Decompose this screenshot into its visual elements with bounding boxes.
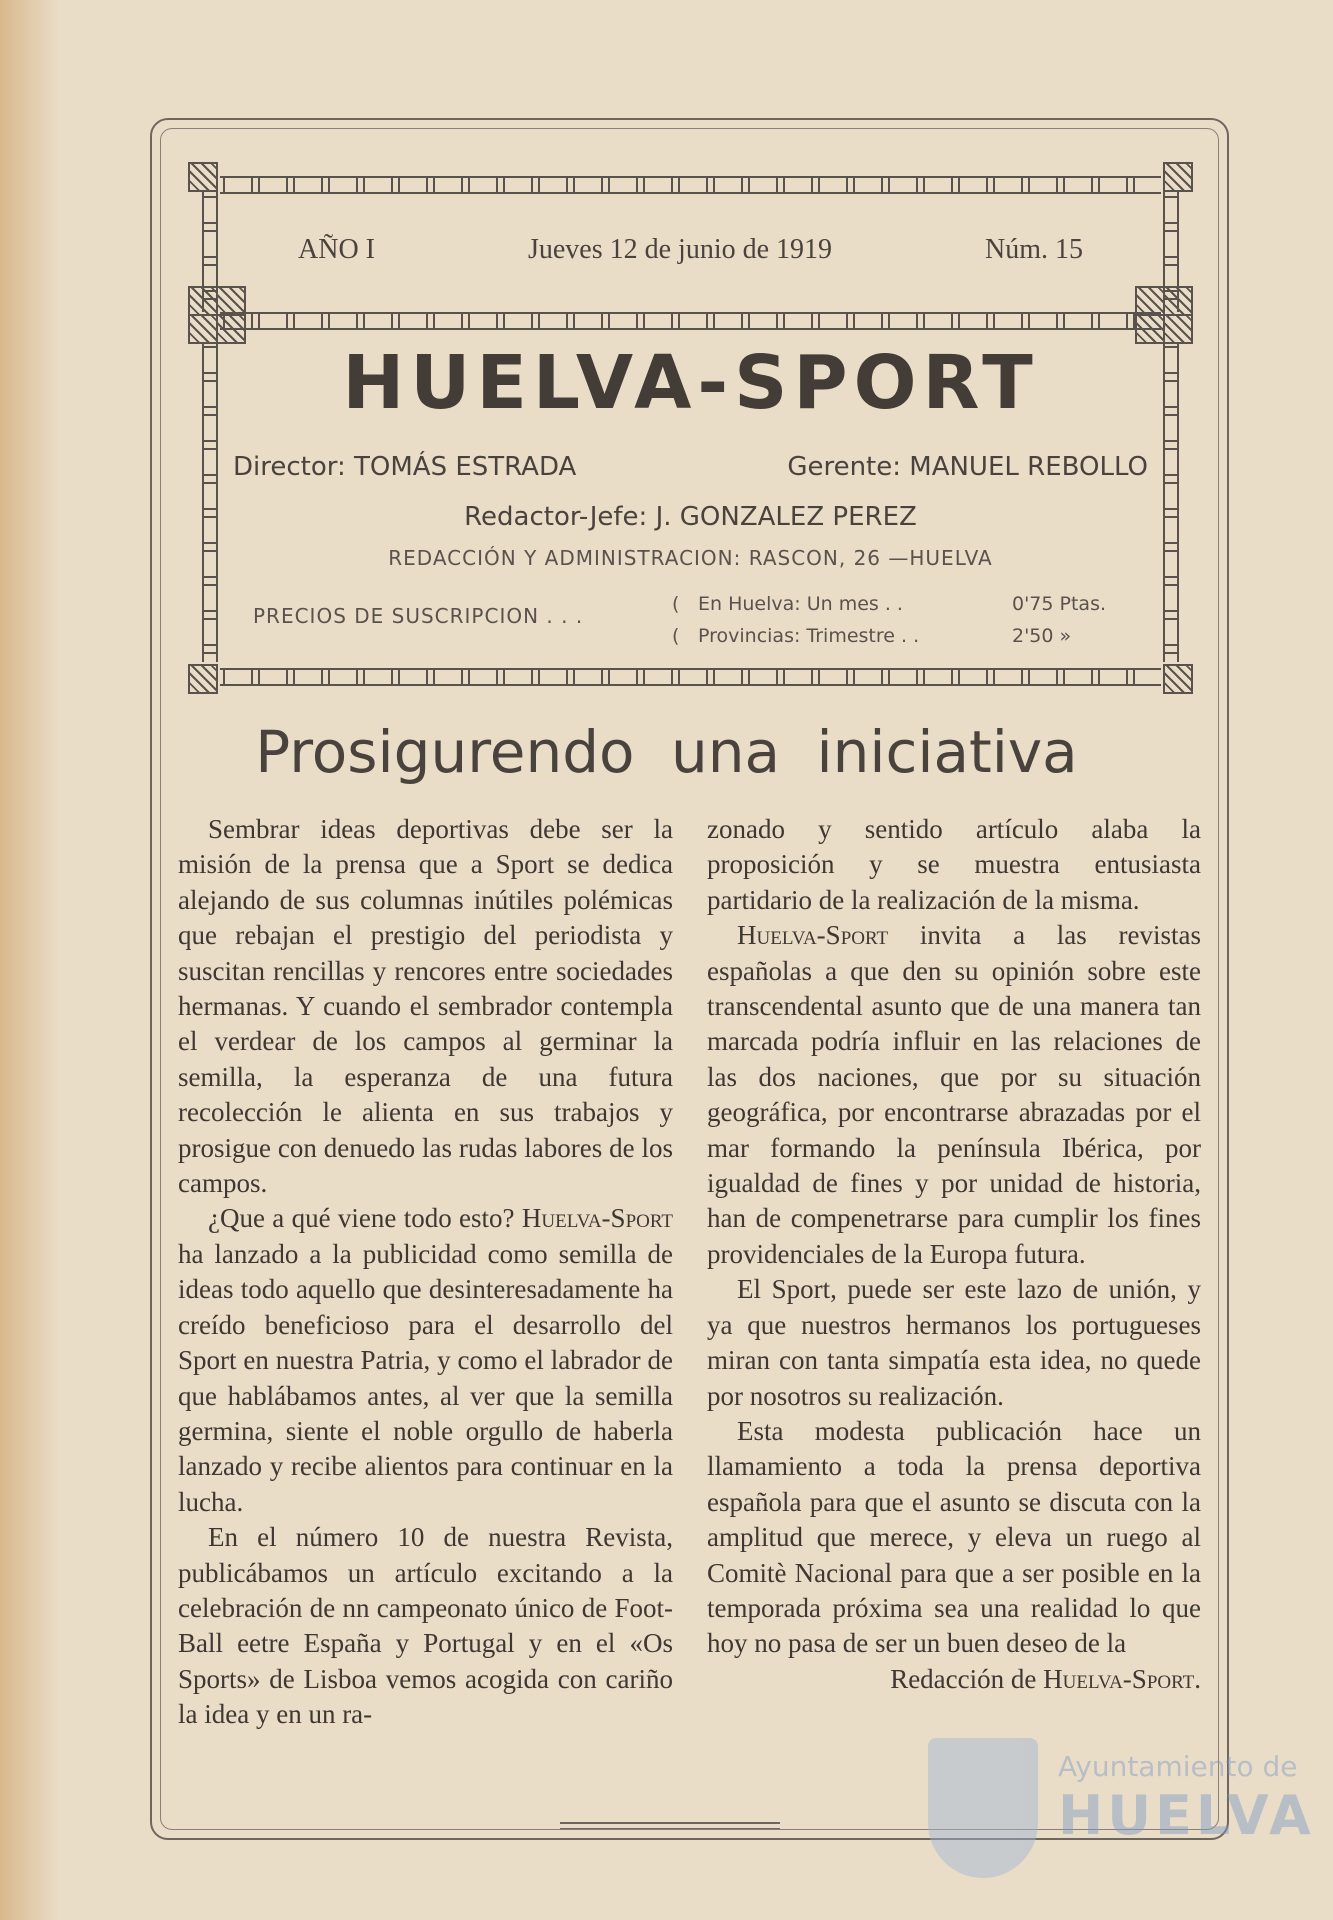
corner-ornament-bottom-right (1163, 664, 1193, 694)
corner-ornament-mid-right-a (1163, 286, 1193, 316)
watermark-line2: HUELVA (1058, 1784, 1315, 1847)
coat-of-arms-icon (928, 1738, 1038, 1878)
text-run: ¿Que a qué viene todo esto? (208, 1203, 522, 1234)
subscription-prices (672, 588, 1132, 652)
article-column-right (707, 812, 1201, 1697)
corner-ornament-mid-left-a (188, 286, 218, 316)
publication-name: Huelva-Sport. (1043, 1663, 1201, 1694)
paragraph (178, 1201, 673, 1520)
masthead (188, 162, 1193, 702)
paragraph: Esta modesta publicación hace un llamamiento a toda la prensa deportiva española para que el asunto se discuta con la amplitud que merece, y eleva un ruego al Comitè Nacional para que a ser posible en la temporada próxima sea una realidad lo que hoy no pasa de ser un buen deseo de la (707, 1415, 1201, 1659)
paper-edge (0, 0, 60, 1920)
issue-year: AÑO I (298, 234, 375, 265)
text-run: ha lanzado a la publicidad como semilla de ideas todo aquello que desinteresadamente ha creído beneficioso para el desarrollo del Sport en nuestra Patria, y como el labrador de que hablábamos antes, al ver que la semilla germina, siente el noble orgullo de haberla lanzado y recibe alientos para continuar en la lucha. (178, 1238, 673, 1517)
paragraph: En el número 10 de nuestra Revista, publicábamos un artículo excitando a la celebración de nn campeonato único de Foot-Ball eetre España y Portugal y en el «Os Sports» de Lisboa vemos acogida con cariño la idea y en un ra- (178, 1522, 673, 1730)
manager: Gerente: MANUEL REBOLLO (787, 452, 1148, 482)
publication-name: Huelva-Sport (737, 920, 889, 951)
price-bracket: ( (672, 593, 680, 615)
issue-info (298, 234, 1083, 266)
price-row (672, 588, 1132, 620)
paragraph: Sembrar ideas deportivas debe ser la misión de la prensa que a Sport se dedica alejando de sus columnas inútiles polémicas que rebajan el prestigio del periodista y suscitan rencillas y rencores entre sociedades hermanas. Y cuando el sembrador contempla el verdear de los campos al germinar la semilla, la esperanza de una futura recolección le alienta en sus trabajos y prosigue con denuedo las rudas labores de los campos. (178, 814, 673, 1199)
issue-date: Jueves 12 de junio de 1919 (527, 234, 833, 265)
corner-ornament-bottom-left (188, 664, 218, 694)
paragraph: zonado y sentido artículo alaba la proposición y se muestra entusiasta partidario de la realización de la misma. (707, 814, 1201, 915)
address: REDACCIÓN Y ADMINISTRACION: RASCON, 26 —HUELVA (388, 546, 993, 570)
publication-name: Huelva-Sport (521, 1203, 673, 1234)
corner-ornament-top-right (1163, 162, 1193, 192)
ornamental-border-bottom (220, 668, 1161, 686)
article-headline: Prosigurendo una iniciativa (255, 718, 1078, 786)
watermark (918, 1730, 1333, 1890)
price-amount: 0'75 Ptas. (1012, 593, 1107, 615)
paragraph (707, 918, 1201, 1272)
corner-ornament-mid-right-b (1135, 286, 1165, 316)
price-row (672, 620, 1132, 652)
newspaper-title: HUELVA-SPORT (342, 340, 1039, 426)
price-description: En Huelva: Un mes . . (698, 593, 903, 615)
director: Director: TOMÁS ESTRADA (233, 452, 577, 482)
text-run: invita a las revistas españolas a que den su opinión sobre este transcendental asunto que de una manera tan marcada podría influir en las relaciones de las dos naciones, que por su situación geográfica, por encontrarse abrazadas por el mar formando la península Ibérica, por igualdad de fines y por unidad de historia, han de compenetrarse para cumplir los fines providenciales de la Europa futura. (707, 920, 1201, 1269)
price-bracket: ( (672, 625, 680, 647)
issue-number: Núm. 15 (985, 234, 1083, 265)
editor-in-chief: Redactor-Jefe: J. GONZALEZ PEREZ (464, 502, 917, 532)
bottom-ornament (560, 1822, 780, 1829)
ornamental-border-middle (220, 312, 1161, 330)
ornamental-border-top (220, 176, 1161, 194)
price-amount: 2'50 » (1012, 625, 1072, 647)
paragraph: El Sport, puede ser este lazo de unión, y ya que nuestros hermanos los portugueses miran con tanta simpatía esta idea, no quede por nosotros su realización. (707, 1274, 1201, 1411)
price-description: Provincias: Trimestre . . (698, 625, 920, 647)
watermark-line1: Ayuntamiento de (1058, 1750, 1298, 1783)
corner-ornament-top-left (188, 162, 218, 192)
staff-line (233, 452, 1148, 482)
text-run: Redacción de (890, 1663, 1044, 1694)
prices-label: PRECIOS DE SUSCRIPCION . . . (253, 604, 584, 628)
article-column-left (178, 812, 673, 1733)
corner-ornament-mid-left-b (216, 286, 246, 316)
signature (707, 1662, 1201, 1697)
